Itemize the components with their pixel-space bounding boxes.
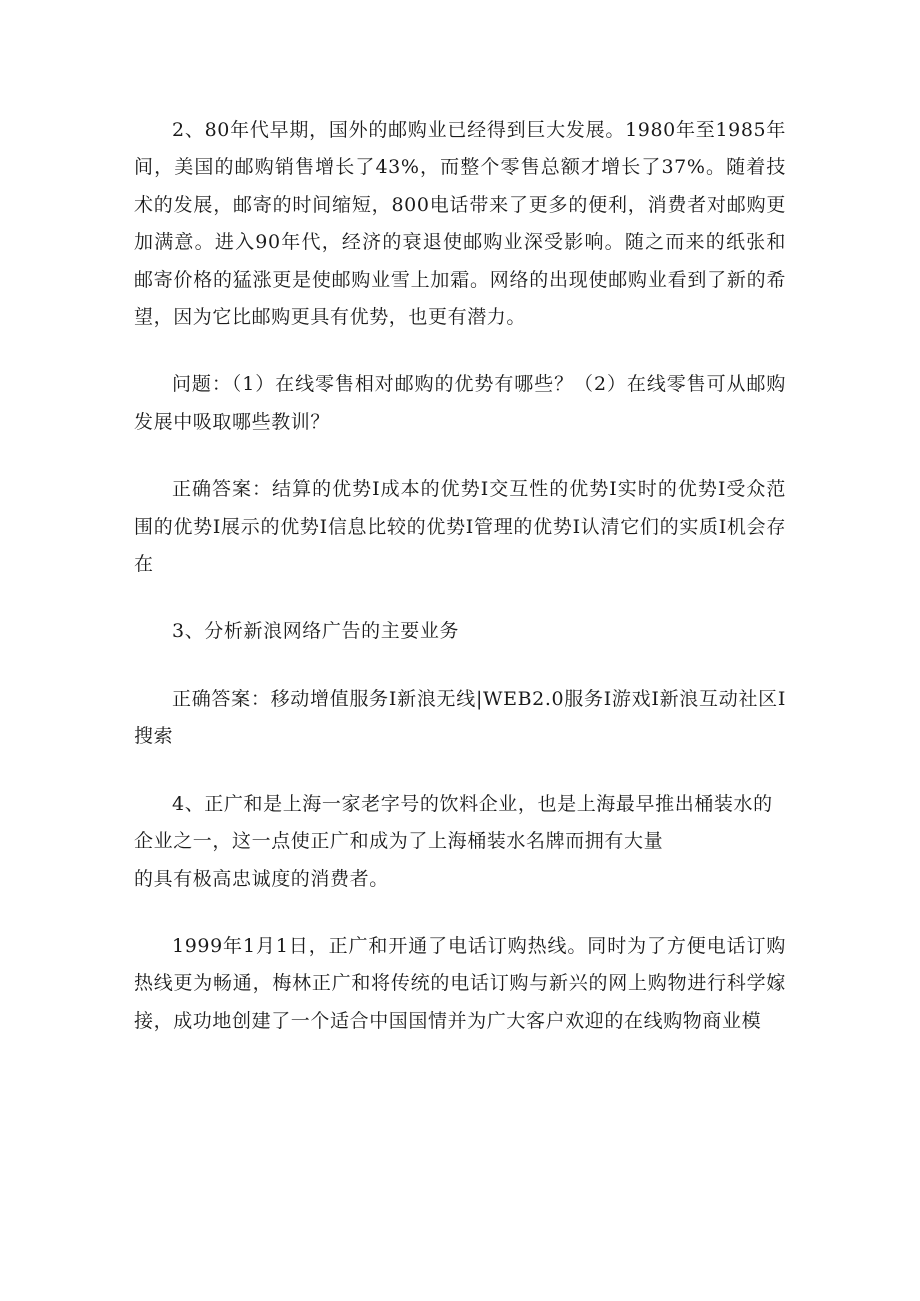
paragraph-answer-sina: 正确答案：移动增值服务I新浪无线|WEB2.0服务I游戏I新浪互动社区I搜索 — [134, 687, 786, 748]
paragraph-sina-question: 3、分析新浪网络广告的主要业务 — [172, 620, 460, 643]
paragraph-answer-advantages: 正确答案：结算的优势I成本的优势I交互性的优势I实时的优势I受众范围的优势I展示的优势I信息比较的优势I管理的优势I认清它们的实质I机会存在 — [134, 478, 786, 576]
paragraph-question: 问题：（1）在线零售相对邮购的优势有哪些？（2）在线零售可从邮购发展中吸取哪些教训？ — [134, 373, 786, 433]
intro-line-2: 企业之一，这一点使正广和成为了上海桶装水名牌而拥有大量 — [134, 830, 664, 853]
paragraph-hotline: 1999年1月1日，正广和开通了电话订购热线。同时为了方便电话订购热线更为畅通，梅林正广和将传统的电话订购与新兴的网上购物进行科学嫁接，成功地创建了一个适合中国国情并为广大客户欢迎的在线购物商业模 — [134, 934, 786, 1032]
intro-line-3: 的具有极高忠诚度的消费者。 — [134, 867, 389, 890]
intro-line-1: 4、正广和是上海一家老字号的饮料企业，也是上海最早推出桶装水的 — [172, 792, 773, 815]
paragraph-mail-order-history: 2、80年代早期，国外的邮购业已经得到巨大发展。1980年至1985年间，美国的邮购销售增长了43%，而整个零售总额才增长了37%。随着技术的发展，邮寄的时间缩短，800电话带来了更多的便利，消费者对邮购更加满意。进入90年代，经济的衰退使邮购业深受影响。随之而来的纸张和邮寄价格的猛涨更是使邮购业雪上加霜。网络的出现使邮购业看到了新的希望，因为它比邮购更具有优势，也更有潜力。 — [134, 119, 786, 329]
paragraph-zhengguanghe-intro — [134, 786, 786, 898]
